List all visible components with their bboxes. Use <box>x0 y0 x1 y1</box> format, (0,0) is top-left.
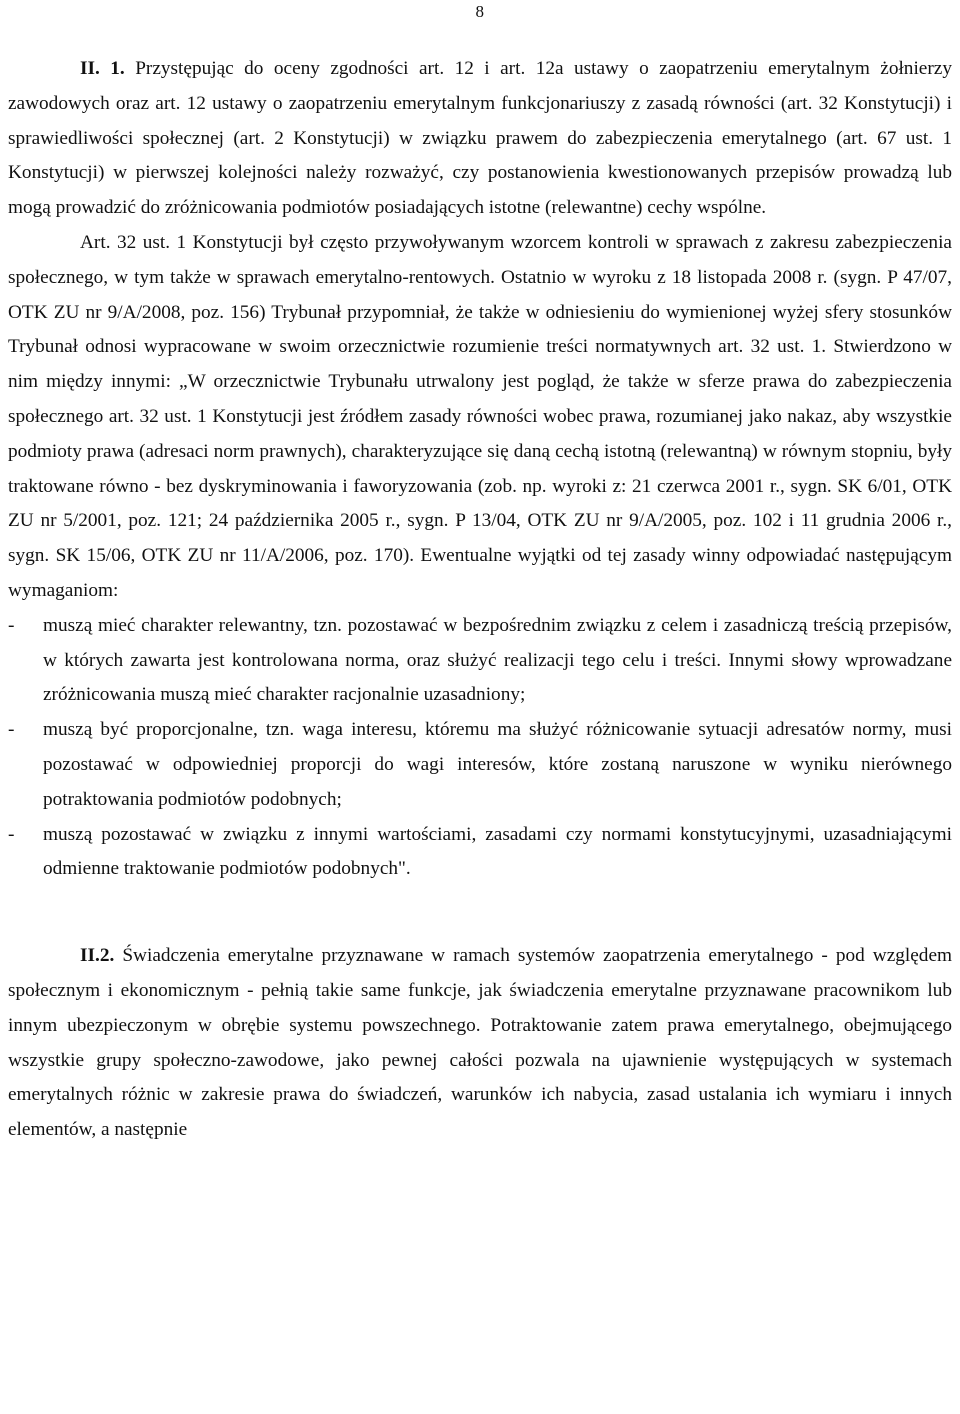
requirement-text-2: muszą być proporcjonalne, tzn. waga interesu, któremu ma służyć różnicowanie sytuacji adresatów normy, musi pozostawać w odpowiedniej proporcji do wagi interesów, które zostaną naruszone w wyniku nierównego potraktowania podmiotów podobnych; <box>43 719 952 810</box>
section-1-paragraph-2: Art. 32 ust. 1 Konstytucji był często przywoływanym wzorcem kontroli w sprawach z zakresu zabezpieczenia społecznego, w tym także w sprawach emerytalno-rentowych. Ostatnio w wyroku z 18 listopada 2008 r. (sygn. P 47/07, OTK ZU nr 9/A/2008, poz. 156) Trybunał przypomniał, że także w odniesieniu do wymienionej wyżej sfery stosunków Trybunał odnosi wypracowane w swoim orzecznictwie rozumienie treści normatywnych art. 32 ust. 1. Stwierdzono w nim między innymi: „W orzecznictwie Trybunału utrwalony jest pogląd, że także w sferze prawa do zabezpieczenia społecznego art. 32 ust. 1 Konstytucji jest źródłem zasady równości wobec prawa, rozumianej jako nakaz, aby wszystkie podmioty prawa (adresaci norm prawnych), charakteryzujące się daną cechą istotną (relewantną) w równym stopniu, były traktowane równo - bez dyskryminowania i faworyzowania (zob. np. wyroki z: 21 czerwca 2001 r., sygn. SK 6/01, OTK ZU nr 5/2001, poz. 121; 24 października 2005 r., sygn. P 13/04, OTK ZU nr 9/A/2005, poz. 102 i 11 grudnia 2006 r., sygn. SK 15/06, OTK ZU nr 11/A/2006, poz. 170). Ewentualne wyjątki od tej zasady winny odpowiadać następującym wymaganiom: <box>8 231 952 601</box>
section-2-label: II.2. <box>80 945 115 967</box>
list-dash: - <box>8 719 15 741</box>
requirement-text-3: muszą pozostawać w związku z innymi wartościami, zasadami czy normami konstytucyjnymi, uzasadniającymi odmienne traktowanie podmiotów podobnych". <box>43 823 952 880</box>
list-dash: - <box>8 614 15 636</box>
list-dash: - <box>8 823 15 845</box>
section-spacer <box>8 887 952 939</box>
page-number: 8 <box>475 2 484 21</box>
requirement-item-1 <box>8 609 952 713</box>
requirement-text-1: muszą mieć charakter relewantny, tzn. pozostawać w bezpośrednim związku z celem i zasadniczą treścią przepisów, w których zawarta jest kontrolowana norma, oraz służyć realizacji tego celu i treści. Innymi słowy wprowadzane zróżnicowania muszą mieć charakter racjonalnie uzasadniony; <box>43 614 952 706</box>
requirement-item-2 <box>8 713 952 817</box>
section-1-paragraph-1 <box>8 52 952 226</box>
section-2-paragraph <box>8 939 952 1148</box>
requirement-item-3 <box>8 818 952 888</box>
section-1-label: II. 1. <box>80 58 125 79</box>
section-2-paragraph-text: Świadczenia emerytalne przyznawane w ramach systemów zaopatrzenia emerytalnego - pod względem społecznym i ekonomicznym - pełnią takie same funkcje, jak świadczenia emerytalne przyznawane pracownikom lub innym ubezpieczonym w obrębie systemu powszechnego. Potraktowanie zatem prawa emerytalnego, obejmującego wszystkie grupy społeczno-zawodowe, jako pewnej całości pozwala na ujawnienie występujących w systemach emerytalnych różnic w zakresie prawa do świadczeń, warunków ich nabycia, zasad ustalania ich wymiaru i innych elementów, a następnie <box>8 945 952 1141</box>
section-1-paragraph-1-text: Przystępując do oceny zgodności art. 12 i art. 12a ustawy o zaopatrzeniu emerytalnym żołnierzy zawodowych oraz art. 12 ustawy o zaopatrzeniu emerytalnym funkcjonariuszy z zasadą równości (art. 32 Konstytucji) i sprawiedliwości społecznej (art. 2 Konstytucji) w związku prawem do zabezpieczenia emerytalnego (art. 67 ust. 1 Konstytucji) w pierwszej kolejności należy rozważyć, czy postanowienia kwestionowanych przepisów prowadzą lub mogą prowadzić do zróżnicowania podmiotów posiadających istotne (relewantne) cechy wspólne. <box>8 58 952 219</box>
document-body <box>8 52 952 1148</box>
